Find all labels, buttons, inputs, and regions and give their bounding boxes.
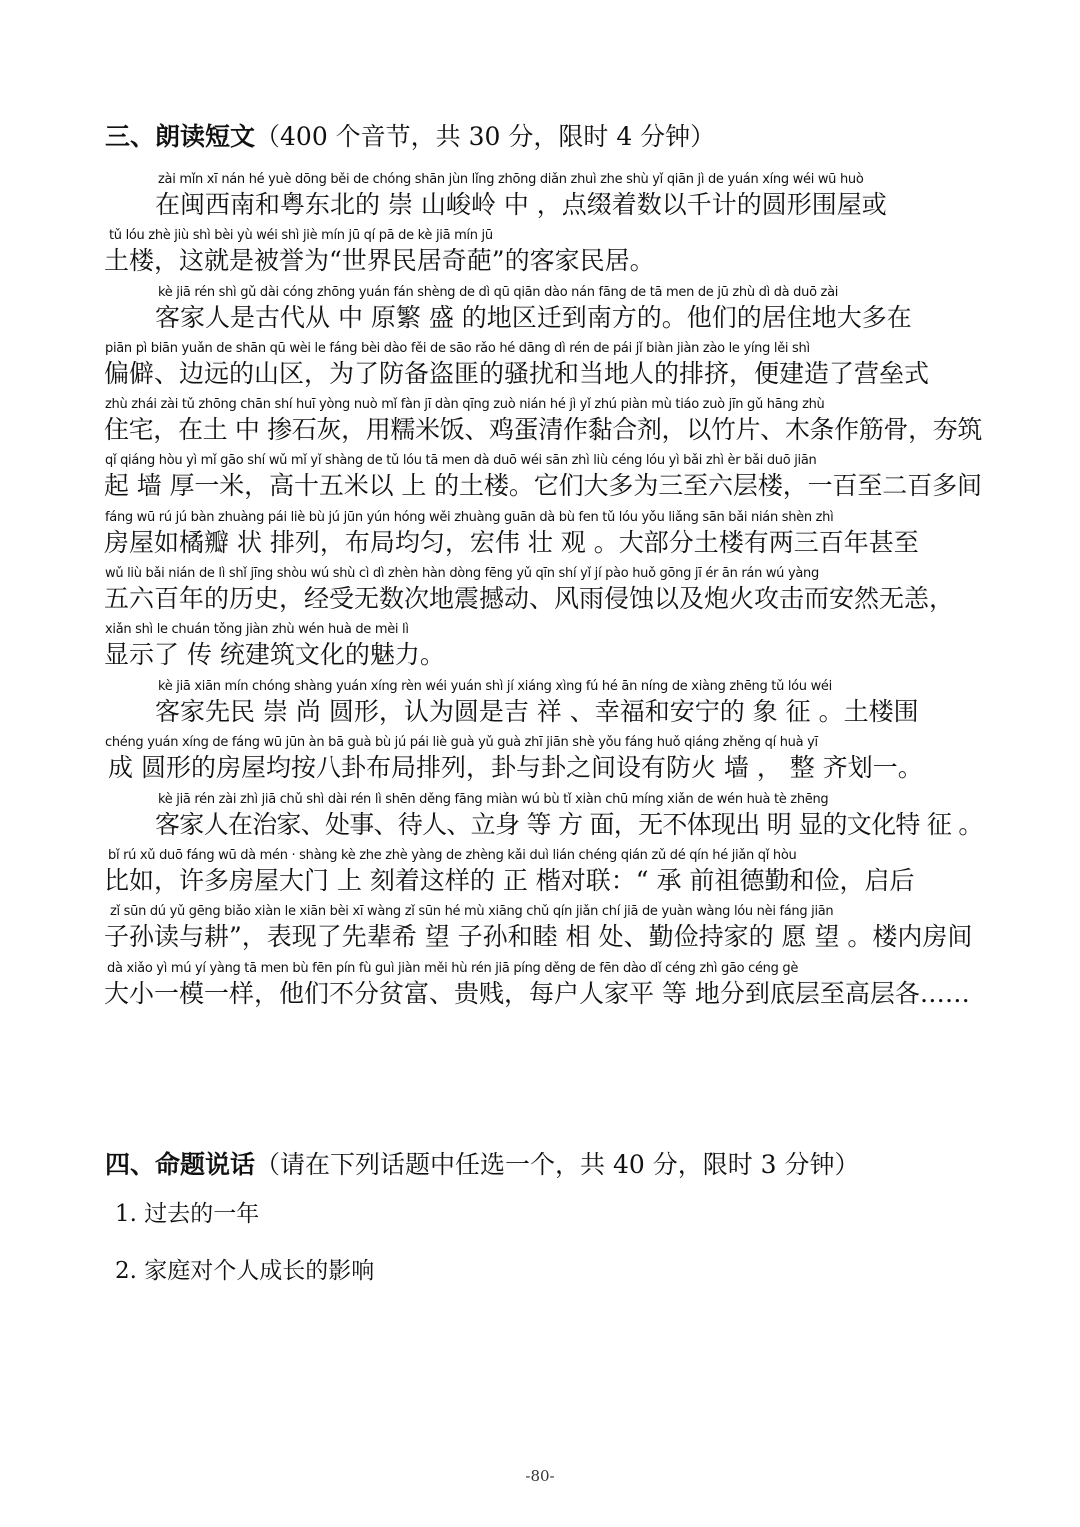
- pinyin-annotation: kè jiā rén shì gǔ dài cóng zhōng yuán fán shèng de dì qū qiān dào nán fāng de tā men de jū zhù dì dà duō zài: [158, 285, 839, 300]
- pinyin-annotation: kè jiā rén zài zhì jiā chǔ shì dài rén lì shēn děng fāng miàn wú bù tǐ xiàn chū míng xiǎn de wén huà tè zhēng: [158, 792, 829, 807]
- passage-line: [0, 340, 1080, 397]
- section-3-heading: [105, 121, 715, 153]
- pinyin-annotation: piān pì biān yuǎn de shān qū wèi le fáng bèi dào fěi de sāo rǎo hé dāng dì rén de pái jǐ biàn jiàn zào le yíng lěi shì: [105, 341, 810, 356]
- hanzi-text: 住宅，在土 中 掺石灰，用糯米饭、鸡蛋清作黏合剂，以竹片、木条作筋骨，夯筑: [104, 415, 983, 444]
- pinyin-annotation: fáng wū rú jú bàn zhuàng pái liè bù jú jūn yún hóng wěi zhuàng guān dà bù fen tǔ lóu yǒu liǎng sān bǎi nián shèn zhì: [105, 510, 834, 525]
- section-4-note: （请在下列话题中任选一个，共 40 分，限时 3 分钟）: [255, 1150, 860, 1179]
- pinyin-annotation: wǔ liù bǎi nián de lì shǐ jīng shòu wú shù cì dì zhèn hàn dòng fēng yǔ qīn shí yǐ jí pào huǒ gōng jī ér ān rán wú yàng: [105, 566, 819, 581]
- passage-line: [0, 678, 1080, 735]
- section-3-title: 三、朗读短文: [105, 122, 256, 151]
- hanzi-text: 偏僻、边远的山区，为了防备盗匪的骚扰和当地人的排挤，便建造了营垒式: [104, 359, 930, 388]
- page-number: -80-: [525, 1467, 555, 1485]
- pinyin-annotation: zhù zhái zài tǔ zhōng chān shí huī yòng nuò mǐ fàn jī dàn qīng zuò nián hé jì yǐ zhú piàn mù tiáo zuò jīn gǔ hāng zhù: [105, 397, 825, 412]
- section-3-note: （400 个音节，共 30 分，限时 4 分钟）: [255, 122, 716, 151]
- pinyin-annotation: zǐ sūn dú yǔ gēng biǎo xiàn le xiān bèi xī wàng zǐ sūn hé mù xiāng chǔ qín jiǎn chí jiā de yuàn wàng lóu nèi fáng jiān: [110, 904, 834, 919]
- passage-line: [0, 396, 1080, 453]
- pinyin-annotation: dà xiǎo yì mú yí yàng tā men bù fēn pín fù guì jiàn měi hù rén jiā píng děng de fēn dào dǐ céng zhì gāo céng gè: [107, 961, 799, 976]
- hanzi-text: 起 墙 厚一米，高十五米以 上 的土楼。它们大多为三至六层楼，一百至二百多间: [104, 471, 982, 500]
- topic-item: 2. 家庭对个人成长的影响: [115, 1258, 375, 1284]
- passage-line: [0, 452, 1080, 509]
- hanzi-text: 土楼，这就是被誉为“世界民居奇葩”的客家民居。: [104, 246, 655, 275]
- pinyin-annotation: kè jiā xiān mín chóng shàng yuán xíng rèn wéi yuán shì jí xiáng xìng fú hé ān níng de xiàng zhēng tǔ lóu wéi: [158, 679, 832, 694]
- hanzi-text: 五六百年的历史，经受无数次地震撼动、风雨侵蚀以及炮火攻击而安然无恙，: [104, 584, 955, 613]
- hanzi-text: 客家人是古代从 中 原繁 盛 的地区迁到南方的。他们的居住地大多在: [155, 303, 912, 332]
- pinyin-annotation: xiǎn shì le chuán tǒng jiàn zhù wén huà de mèi lì: [105, 622, 409, 637]
- passage-line: [0, 791, 1080, 848]
- passage-line: [0, 734, 1080, 791]
- section-4-title: 四、命题说话: [105, 1150, 256, 1179]
- passage-line: [0, 565, 1080, 622]
- hanzi-text: 在闽西南和粤东北的 崇 山峻岭 中 ，点缀着数以千计的圆形围屋或: [155, 190, 887, 219]
- passage-line: [0, 621, 1080, 678]
- hanzi-text: 成 圆形的房屋均按八卦布局排列，卦与卦之间设有防火 墙 ， 整 齐划一。: [108, 753, 923, 782]
- section-4-heading: [105, 1149, 860, 1181]
- pinyin-annotation: zài mǐn xī nán hé yuè dōng běi de chóng shān jùn lǐng zhōng diǎn zhuì zhe shù yǐ qiān jì de yuán xíng wéi wū huò: [158, 172, 864, 187]
- hanzi-text: 比如，许多房屋大门 上 刻着这样的 正 楷对联：“ 承 前祖德勤和俭，启后: [104, 866, 915, 895]
- topic-item: 1. 过去的一年: [115, 1201, 260, 1227]
- passage-line: [0, 509, 1080, 566]
- pinyin-annotation: bǐ rú xǔ duō fáng wū dà mén · shàng kè zhe zhè yàng de zhèng kǎi duì lián chéng qián zǔ dé qín hé jiǎn qǐ hòu: [108, 848, 797, 863]
- passage-line: [0, 960, 1080, 1017]
- passage-line: [0, 227, 1080, 284]
- hanzi-text: 大小一模一样，他们不分贫富、贵贱，每户人家平 等 地分到底层至高层各……: [104, 979, 970, 1008]
- hanzi-text: 客家人在治家、处事、待人、立身 等 方 面，无不体现出 明 显的文化特 征 。: [155, 810, 983, 839]
- hanzi-text: 显示了 传 统建筑文化的魅力。: [104, 640, 445, 669]
- hanzi-text: 子孙读与耕”，表现了先辈希 望 子孙和睦 相 处、勤俭持家的 愿 望 。楼内房间: [104, 922, 973, 951]
- pinyin-annotation: tǔ lóu zhè jiù shì bèi yù wéi shì jiè mín jū qí pā de kè jiā mín jū: [109, 228, 493, 243]
- passage-line: [0, 171, 1080, 228]
- passage-line: [0, 847, 1080, 904]
- pinyin-annotation: qǐ qiáng hòu yì mǐ gāo shí wǔ mǐ yǐ shàng de tǔ lóu tā men dà duō wéi sān zhì liù céng lóu yì bǎi zhì èr bǎi duō jiān: [105, 453, 817, 468]
- hanzi-text: 客家先民 崇 尚 圆形，认为圆是吉 祥 、幸福和安宁的 象 征 。土楼围: [155, 697, 919, 726]
- hanzi-text: 房屋如橘瓣 状 排列，布局均匀，宏伟 壮 观 。大部分土楼有两三百年甚至: [104, 528, 919, 557]
- passage-line: [0, 903, 1080, 960]
- passage-line: [0, 284, 1080, 341]
- pinyin-annotation: chéng yuán xíng de fáng wū jūn àn bā guà bù jú pái liè guà yǔ guà zhī jiān shè yǒu fáng huǒ qiáng zhěng qí huà yī: [105, 735, 818, 750]
